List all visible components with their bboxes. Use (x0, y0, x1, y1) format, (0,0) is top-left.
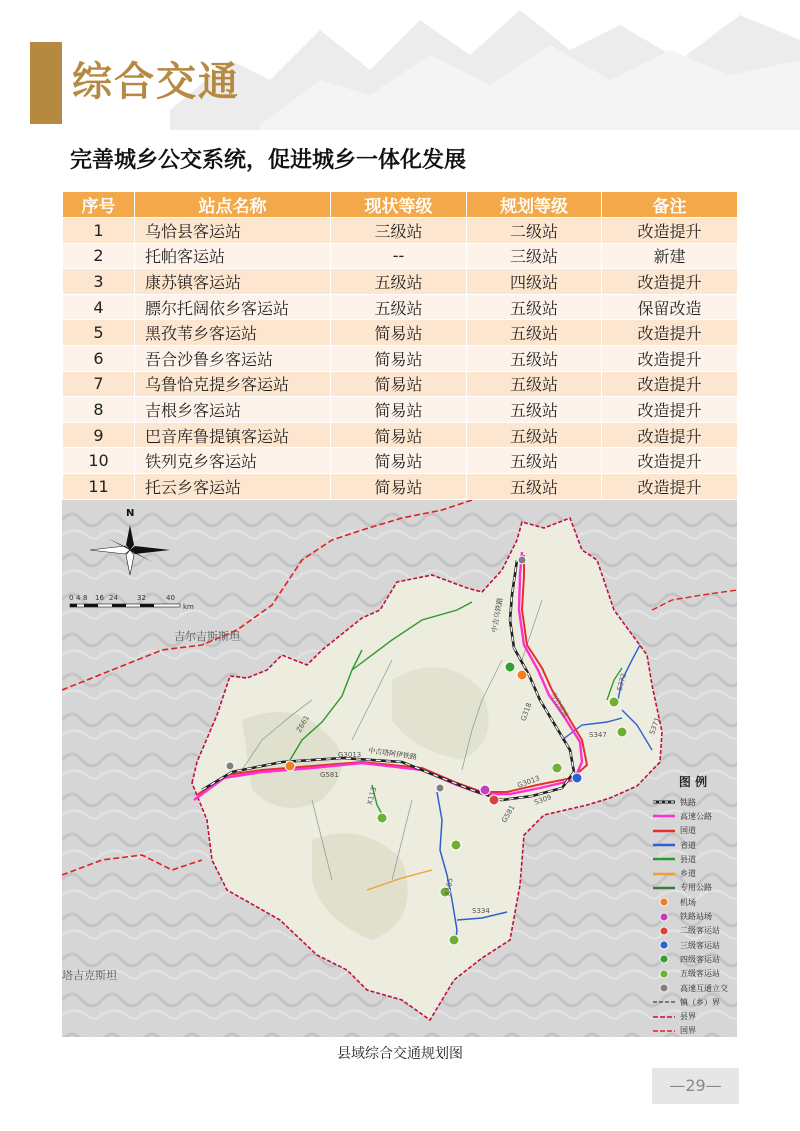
cell-current-level: 简易站 (331, 371, 467, 397)
section-subtitle: 完善城乡公交系统，促进城乡一体化发展 (70, 148, 467, 173)
legend-item-township (652, 866, 734, 880)
legend-symbol-station-3-icon (652, 940, 676, 950)
cell-station-name: 膘尔托阔依乡客运站 (135, 294, 331, 320)
cell-index: 8 (63, 397, 135, 423)
cell-current-level: 简易站 (331, 345, 467, 371)
interchange-marker (226, 762, 234, 770)
map-canvas (62, 500, 737, 1037)
tajikistan-label: 塔吉克斯坦 (62, 969, 117, 982)
county-transport-map (62, 500, 737, 1037)
scale-unit: km (183, 603, 194, 611)
highway-g581-east-label: G581 (500, 803, 517, 825)
legend-symbol-railway-icon (652, 797, 676, 807)
cell-index: 5 (63, 320, 135, 346)
scale-bar (70, 604, 180, 607)
map-caption: 县域综合交通规划图 (337, 1046, 463, 1062)
legend-label: 二级客运站 (680, 926, 720, 936)
airport-marker (517, 670, 527, 680)
scale-tick-0: 0 (69, 594, 74, 602)
cell-planned-level: 四级站 (467, 269, 602, 295)
north-label: N (126, 508, 135, 519)
legend-item-town-boundary (652, 995, 734, 1009)
cell-index: 6 (63, 345, 135, 371)
table-row (63, 473, 738, 499)
cell-index: 7 (63, 371, 135, 397)
cell-index: 11 (63, 473, 135, 499)
scale-tick-16: 16 (95, 594, 104, 602)
cell-current-level: 简易站 (331, 320, 467, 346)
road-s334-label: S334 (472, 907, 490, 915)
table-row (63, 243, 738, 269)
cell-current-level: 五级站 (331, 269, 467, 295)
cell-index: 4 (63, 294, 135, 320)
legend-symbol-national-boundary-icon (652, 1026, 676, 1036)
cell-current-level: 简易站 (331, 422, 467, 448)
cell-planned-level: 五级站 (467, 294, 602, 320)
station-level5-marker (617, 727, 627, 737)
airport-marker (285, 761, 295, 771)
cell-current-level: 简易站 (331, 448, 467, 474)
station-level2-marker (489, 795, 499, 805)
legend-symbol-national-icon (652, 826, 676, 836)
table-body (63, 218, 738, 500)
cell-station-name: 乌鲁恰克提乡客运站 (135, 371, 331, 397)
legend-item-interchange (652, 981, 734, 995)
table-row (63, 294, 738, 320)
legend-label: 国道 (680, 826, 696, 836)
legend-label: 乡道 (680, 869, 696, 879)
cell-station-name: 托帕客运站 (135, 243, 331, 269)
cell-station-name: 黑孜苇乡客运站 (135, 320, 331, 346)
legend-label: 专用公路 (680, 883, 712, 893)
legend-label: 五级客运站 (680, 969, 720, 979)
highway-g3013-east-label: G3013 (516, 774, 541, 790)
cell-remarks: 改造提升 (602, 218, 738, 244)
road-x105-label: X105 (443, 877, 455, 897)
cell-planned-level: 五级站 (467, 345, 602, 371)
legend-symbol-township-icon (652, 869, 676, 879)
cell-index: 10 (63, 448, 135, 474)
station-level3-marker (572, 773, 582, 783)
table-row (63, 269, 738, 295)
table-row (63, 397, 738, 423)
cell-station-name: 巴音库鲁提镇客运站 (135, 422, 331, 448)
legend-item-station-5 (652, 967, 734, 981)
cell-current-level: -- (331, 243, 467, 269)
legend-symbol-station-2-icon (652, 926, 676, 936)
legend-label: 三级客运站 (680, 940, 720, 950)
cell-remarks: 改造提升 (602, 269, 738, 295)
legend-symbol-rail-station-icon (652, 912, 676, 922)
legend-label: 县道 (680, 854, 696, 864)
scale-tick-4: 4 (76, 594, 81, 602)
rail-station-marker (480, 785, 490, 795)
cell-index: 2 (63, 243, 135, 269)
cell-planned-level: 三级站 (467, 243, 602, 269)
interchange-marker (436, 784, 444, 792)
legend-label: 四级客运站 (680, 954, 720, 964)
table-row (63, 422, 738, 448)
station-level4-marker (505, 662, 515, 672)
legend-rows (652, 795, 734, 1037)
cell-station-name: 托云乡客运站 (135, 473, 331, 499)
scale-tick-8: 8 (83, 594, 88, 602)
kyrgyzstan-label: 吉尔吉斯斯坦 (174, 630, 240, 643)
legend-item-station-3 (652, 938, 734, 952)
legend-item-county-boundary (652, 1009, 734, 1023)
road-wuga-label: 乌恰通道 (548, 690, 570, 720)
cell-station-name: 吉根乡客运站 (135, 397, 331, 423)
legend-label: 高速公路 (680, 811, 712, 821)
map-legend (652, 773, 734, 1037)
table-header-row (63, 192, 738, 218)
legend-item-special (652, 881, 734, 895)
legend-symbol-expressway-icon (652, 811, 676, 821)
column-header-station-name: 站点名称 (135, 192, 331, 218)
cell-current-level: 五级站 (331, 294, 467, 320)
legend-item-rail-station (652, 909, 734, 923)
cell-remarks: 改造提升 (602, 371, 738, 397)
station-level5-marker (609, 697, 619, 707)
road-g318-label: G318 (519, 701, 534, 723)
station-level5-marker (451, 840, 461, 850)
legend-item-national-boundary (652, 1024, 734, 1037)
cell-index: 3 (63, 269, 135, 295)
scale-tick-32: 32 (137, 594, 146, 602)
table-row (63, 218, 738, 244)
station-level5-marker (552, 763, 562, 773)
legend-symbol-airport-icon (652, 897, 676, 907)
road-x113-label: X113 (365, 786, 379, 806)
cell-planned-level: 五级站 (467, 473, 602, 499)
page-number: —29— (669, 1076, 722, 1095)
page-title: 综合交通 (72, 59, 240, 105)
cell-remarks: 改造提升 (602, 320, 738, 346)
column-header-index: 序号 (63, 192, 135, 218)
cell-index: 1 (63, 218, 135, 244)
station-level5-marker (377, 813, 387, 823)
railway-name-2-label: 中吉乌铁路 (490, 597, 505, 633)
table-row (63, 345, 738, 371)
cell-remarks: 新建 (602, 243, 738, 269)
cell-remarks: 改造提升 (602, 448, 738, 474)
cell-remarks: 改造提升 (602, 345, 738, 371)
legend-item-provincial (652, 838, 734, 852)
cell-remarks: 改造提升 (602, 422, 738, 448)
interchange-marker (518, 556, 526, 564)
cell-station-name: 吾合沙鲁乡客运站 (135, 345, 331, 371)
cell-index: 9 (63, 422, 135, 448)
table-row (63, 320, 738, 346)
road-s372-label: S372 (615, 672, 629, 692)
cell-planned-level: 五级站 (467, 422, 602, 448)
legend-symbol-special-icon (652, 883, 676, 893)
table-row (63, 448, 738, 474)
column-header-remarks: 备注 (602, 192, 738, 218)
cell-remarks: 保留改造 (602, 294, 738, 320)
cell-station-name: 康苏镇客运站 (135, 269, 331, 295)
legend-item-airport (652, 895, 734, 909)
legend-label: 国界 (680, 1026, 696, 1036)
title-accent-bar (30, 42, 62, 124)
cell-current-level: 三级站 (331, 218, 467, 244)
road-s371-label: S371 (648, 716, 662, 736)
cell-planned-level: 五级站 (467, 397, 602, 423)
station-level5-marker (449, 935, 459, 945)
legend-item-expressway (652, 809, 734, 823)
legend-symbol-provincial-icon (652, 840, 676, 850)
cell-remarks: 改造提升 (602, 473, 738, 499)
column-header-planned-level: 规划等级 (467, 192, 602, 218)
legend-symbol-county-boundary-icon (652, 1012, 676, 1022)
scale-tick-40: 40 (166, 594, 175, 602)
cell-station-name: 乌恰县客运站 (135, 218, 331, 244)
cell-planned-level: 五级站 (467, 448, 602, 474)
legend-label: 铁路站场 (680, 912, 712, 922)
legend-symbol-interchange-icon (652, 983, 676, 993)
cell-planned-level: 二级站 (467, 218, 602, 244)
table-row (63, 371, 738, 397)
legend-item-station-4 (652, 952, 734, 966)
column-header-current-level: 现状等级 (331, 192, 467, 218)
cell-remarks: 改造提升 (602, 397, 738, 423)
station-table (62, 191, 738, 500)
road-s347-label: S347 (589, 731, 607, 739)
scale-tick-24: 24 (109, 594, 118, 602)
highway-g581-label: G581 (320, 771, 339, 779)
road-z661-label: Z661 (295, 714, 312, 734)
legend-item-station-2 (652, 924, 734, 938)
railway-name-label: 中吉塔阿伊铁路 (367, 746, 418, 762)
cell-planned-level: 五级站 (467, 320, 602, 346)
legend-symbol-county-icon (652, 854, 676, 864)
cell-current-level: 简易站 (331, 473, 467, 499)
legend-label: 机场 (680, 897, 696, 907)
legend-label: 镇（乡）界 (680, 997, 720, 1007)
legend-item-county (652, 852, 734, 866)
cell-planned-level: 五级站 (467, 371, 602, 397)
cell-station-name: 铁列克乡客运站 (135, 448, 331, 474)
highway-g3013-label: G3013 (338, 751, 362, 759)
legend-symbol-station-4-icon (652, 954, 676, 964)
legend-item-railway (652, 795, 734, 809)
legend-title: 图 例 (678, 775, 708, 789)
legend-label: 省道 (680, 840, 696, 850)
cell-current-level: 简易站 (331, 397, 467, 423)
legend-symbol-town-boundary-icon (652, 997, 676, 1007)
legend-label: 高速互通立交 (680, 983, 728, 993)
legend-symbol-station-5-icon (652, 969, 676, 979)
road-s309-label: S309 (533, 793, 553, 807)
legend-item-national (652, 824, 734, 838)
legend-label: 县界 (680, 1012, 696, 1022)
legend-label: 铁路 (680, 797, 696, 807)
